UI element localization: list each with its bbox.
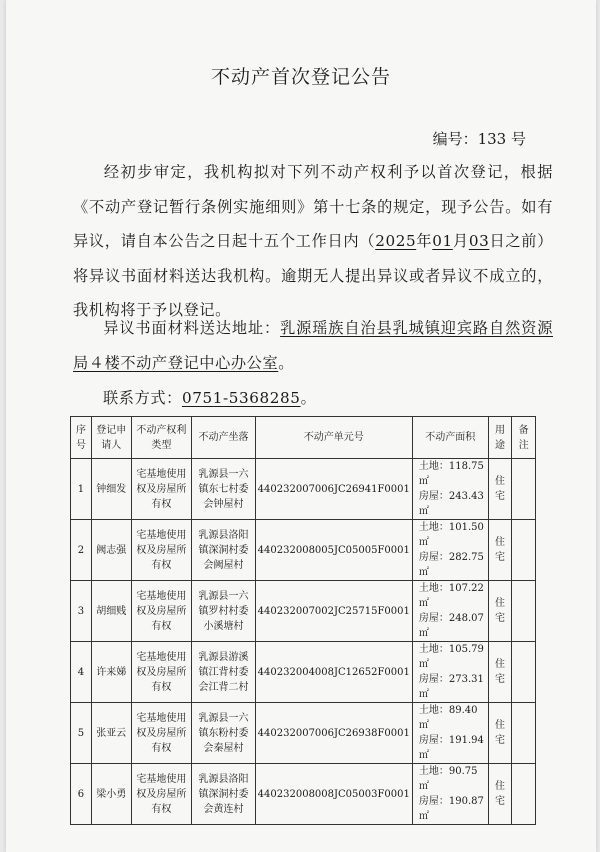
cell-no: 5 [71,703,92,764]
cell-right-type: 宅基地使用权及房屋所有权 [131,703,192,764]
house-area: 房屋：273.31 ㎡ [418,674,484,700]
land-area: 土地：107.22 ㎡ [418,583,484,609]
cell-use: 住宅 [488,703,512,764]
header-remark: 备注 [512,417,536,459]
table-row [71,520,536,581]
house-area: 房屋：190.87 ㎡ [418,796,484,822]
land-area: 土地：101.50 ㎡ [418,522,484,548]
land-area: 土地：118.75 ㎡ [418,461,484,487]
cell-remark [512,520,536,581]
house-area: 房屋：191.94 ㎡ [418,735,484,761]
cell-area [412,459,488,520]
cell-area [412,581,488,642]
cell-no: 1 [71,459,92,520]
cell-area [412,520,488,581]
contact-label: 联系方式： [103,389,182,407]
header-area: 不动产面积 [412,417,488,459]
cell-location: 乳源县一六镇东七村委会钟屋村 [192,459,255,520]
header-unit-no: 不动产单元号 [255,417,412,459]
cell-remark [512,459,536,520]
table-row [71,764,536,825]
house-area: 房屋：248.07 ㎡ [418,613,484,639]
notice-title: 不动产首次登记公告 [210,66,391,88]
cell-area [412,703,488,764]
cell-no: 2 [71,520,92,581]
cell-remark [512,764,536,825]
contact-end: 。 [300,389,317,407]
cell-location: 乳源县游溪镇江背村委会江背二村 [192,642,255,703]
cell-no: 3 [71,581,92,642]
cell-right-type: 宅基地使用权及房屋所有权 [131,642,192,703]
cell-applicant: 胡细贱 [91,581,131,642]
contact-paragraph [73,381,553,416]
table-row [71,581,536,642]
cell-applicant: 梁小勇 [91,764,131,825]
cell-no: 6 [71,764,92,825]
contact-phone: 0751-5368285 [181,389,301,407]
table-row [71,459,536,520]
table-row [71,642,536,703]
cell-remark [512,581,536,642]
cell-area [412,764,488,825]
property-table [70,416,536,825]
address-value: 乳源瑶族自治县乳城镇迎宾路自然资源局４楼不动产登记中心办公室 [73,319,554,372]
table-header-row [71,417,536,459]
cell-location: 乳源县一六镇罗村村委小溪塘村 [192,581,255,642]
land-area: 土地：90.75 ㎡ [418,766,478,792]
cell-remark [512,703,536,764]
land-area: 土地：105.79 ㎡ [418,644,484,670]
month-unit: 月 [452,232,469,250]
cell-right-type: 宅基地使用权及房屋所有权 [131,459,192,520]
cell-use: 住宅 [488,764,512,825]
body-text-a: 经初步审定，我机构拟对下列不动产权利予以首次登记，根据《不动产登记暂行条例实施细则》第十七条的规定，现予公告。如有异议，请自本公告之日起十五个工作日内（ [73,163,553,250]
cell-no: 4 [71,642,92,703]
table-row [71,703,536,764]
cell-right-type: 宅基地使用权及房屋所有权 [131,581,192,642]
body-text-b: 日之前）将异议书面材料送达我机构。逾期无人提出异议或者异议不成立的，我机构将于予以登记。 [73,232,553,319]
cell-use: 住宅 [488,459,512,520]
cell-location: 乳源县洛阳镇深洞村委会阙屋村 [192,520,255,581]
address-end: 。 [278,353,295,372]
cell-applicant: 张亚云 [91,703,131,764]
cell-area [412,642,488,703]
header-applicant: 登记申请人 [91,417,131,459]
notice-body-paragraph [73,155,553,328]
address-label: 异议书面材料送达地址： [103,319,281,337]
house-area: 房屋：282.75 ㎡ [418,552,484,578]
land-area: 土地：89.40 ㎡ [418,705,478,731]
cell-applicant: 钟细发 [91,459,131,520]
cell-unit-no: 440232007002JC25715F0001 [255,581,412,642]
cell-unit-no: 440232008008JC05003F0001 [255,764,412,825]
cell-unit-no: 440232007006JC26938F0001 [255,703,412,764]
cell-unit-no: 440232008005JC05005F0001 [255,520,412,581]
objection-address-paragraph [73,311,553,380]
cell-right-type: 宅基地使用权及房屋所有权 [131,520,192,581]
cell-unit-no: 440232004008JC12652F0001 [255,642,412,703]
header-no: 序号 [71,417,92,459]
header-right-type: 不动产权利类型 [131,417,192,459]
header-location: 不动产坐落 [192,417,255,459]
document-number: 编号：133 号 [432,130,526,148]
notice-page [6,0,596,852]
year-unit: 年 [416,232,433,250]
cell-use: 住宅 [488,520,512,581]
cell-unit-no: 440232007006JC26941F0001 [255,459,412,520]
deadline-day: 03 [468,232,490,250]
house-area: 房屋：243.43 ㎡ [418,491,484,517]
cell-use: 住宅 [488,642,512,703]
deadline-year: 2025 [375,232,417,250]
cell-use: 住宅 [488,581,512,642]
cell-location: 乳源县一六镇东粉村委会秦屋村 [192,703,255,764]
cell-applicant: 阙志强 [91,520,131,581]
cell-location: 乳源县洛阳镇深洞村委会黄连村 [192,764,255,825]
header-use: 用途 [488,417,512,459]
cell-applicant: 许来娣 [91,642,131,703]
cell-remark [512,642,536,703]
cell-right-type: 宅基地使用权及房屋所有权 [131,764,192,825]
deadline-month: 01 [432,232,453,250]
